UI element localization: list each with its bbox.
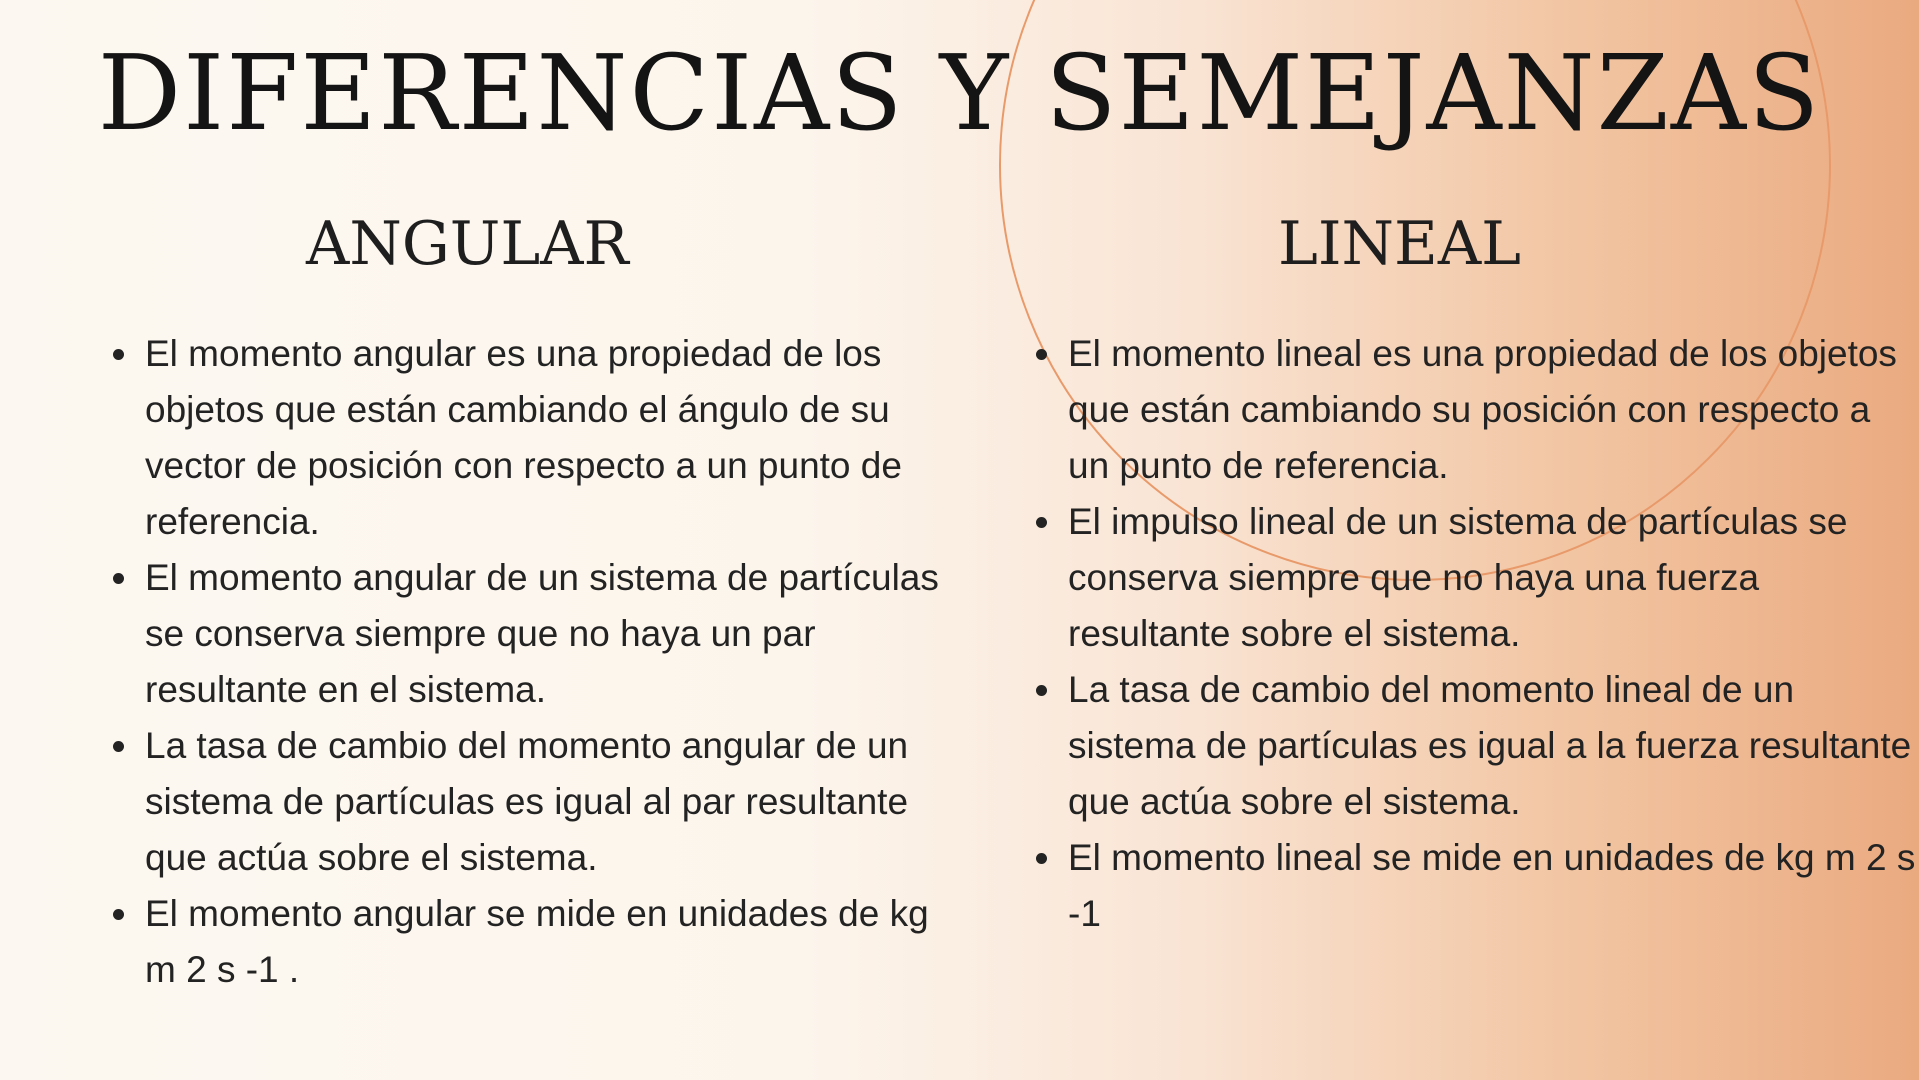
- angular-bullet-item: El momento angular de un sistema de partículas se conserva siempre que no haya un par resultante en el sistema.: [145, 550, 945, 718]
- angular-bullet-item: El momento angular se mide en unidades de kg m 2 s -1 .: [145, 886, 945, 998]
- lineal-bullet-item: La tasa de cambio del momento lineal de un sistema de partículas es igual a la fuerza resultante que actúa sobre el sistema.: [1068, 662, 1918, 830]
- lineal-bullet-item: El momento lineal se mide en unidades de kg m 2 s -1: [1068, 830, 1918, 942]
- lineal-bullet-list: [1032, 326, 1918, 942]
- lineal-bullet-item: El impulso lineal de un sistema de partículas se conserva siempre que no haya una fuerza resultante sobre el sistema.: [1068, 494, 1918, 662]
- lineal-heading: LINEAL: [1278, 209, 1522, 279]
- lineal-bullet-item: El momento lineal es una propiedad de los objetos que están cambiando su posición con respecto a un punto de referencia.: [1068, 326, 1918, 494]
- angular-bullet-item: La tasa de cambio del momento angular de un sistema de partículas es igual al par resultante que actúa sobre el sistema.: [145, 718, 945, 886]
- angular-bullet-item: El momento angular es una propiedad de los objetos que están cambiando el ángulo de su vector de posición con respecto a un punto de referencia.: [145, 326, 945, 550]
- slide-title: DIFERENCIAS Y SEMEJANZAS: [97, 32, 1822, 154]
- angular-bullet-list: [109, 326, 945, 998]
- angular-heading: ANGULAR: [306, 209, 629, 279]
